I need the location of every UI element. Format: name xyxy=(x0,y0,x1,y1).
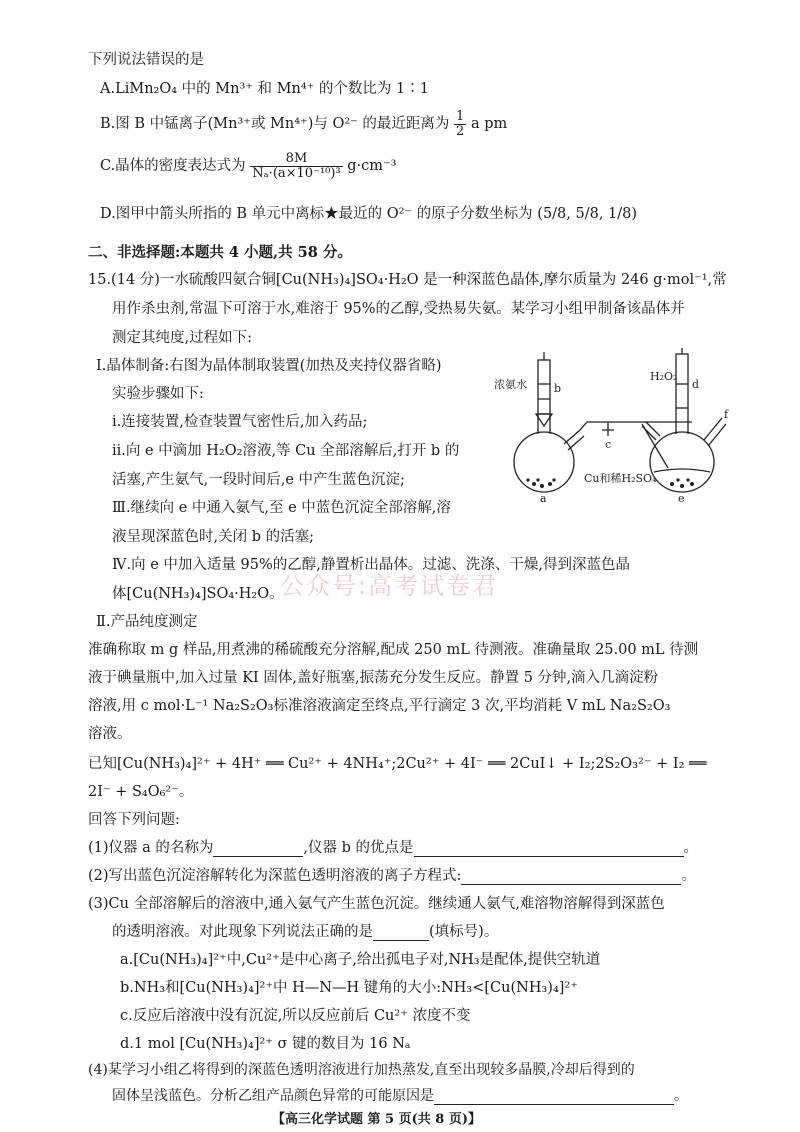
q14-option-b xyxy=(100,110,507,138)
label-ammonia: 浓氨水 xyxy=(494,378,527,391)
subq-4-line2 xyxy=(112,1088,688,1105)
flask-a-icon xyxy=(514,432,574,492)
answer-title: 回答下列问题: xyxy=(88,812,180,828)
q14-option-d-coord: (5/8, 5/8, 1/8) xyxy=(537,206,638,222)
q14-option-c-fraction: $\frac{8M}{\text{Nₐ·(a×10⁻¹⁰)³}}$ xyxy=(252,151,341,181)
step-1: ⅰ.连接装置,检查装置气密性后,加入药品; xyxy=(112,414,368,430)
label-e: e xyxy=(678,492,685,504)
subq-3-option-b: b.NH₃和[Cu(NH₃)₄]²⁺中 H—N—H 键角的大小:NH₃<[Cu(NH₃)₄]²⁺ xyxy=(120,980,578,996)
subq-4-line1: (4)某学习小组乙将得到的深蓝色透明溶液进行加热蒸发,直至出现较多晶膜,冷却后得到的 xyxy=(88,1062,635,1078)
step-4-line2: 体[Cu(NH₃)₄]SO₄·H₂O。 xyxy=(112,586,284,602)
answer-blank-2[interactable] xyxy=(461,869,681,885)
part2-line3: 溶液,用 c mol·L⁻¹ Na₂S₂O₃标准溶液滴定至终点,平行滴定 3 次,平均消耗 V mL Na₂S₂O₃ xyxy=(88,698,671,714)
page-footer: 【高三化学试题 第 5 页(共 8 页)】 xyxy=(272,1112,482,1127)
q14-prompt: 下列说法错误的是 xyxy=(88,52,204,68)
subq-3-post: (填标号)。 xyxy=(429,924,499,940)
subq-1-mid: ,仪器 b 的优点是 xyxy=(303,840,414,856)
subq-1-text: (1)仪器 a 的名称为 xyxy=(88,840,214,856)
q15-intro-line3: 测定其纯度,过程如下: xyxy=(112,330,252,346)
step-4-line1: Ⅳ.向 e 中加入适量 95%的乙醇,静置析出晶体。过滤、洗涤、干燥,得到深蓝色晶 xyxy=(112,557,630,573)
q14-option-b-unit: a pm xyxy=(470,116,508,133)
q15-intro-line1: 15.(14 分)一水硫酸四氨合铜[Cu(NH₃)₄]SO₄·H₂O 是一种深蓝色晶体,摩尔质量为 246 g·mol⁻¹,常 xyxy=(88,272,727,288)
label-cu: Cu和稀H₂SO₄ xyxy=(584,472,657,485)
subq-3-line1: (3)Cu 全部溶解后的溶液中,通入氨气产生蓝色沉淀。继续通人氨气,难溶物溶解得到深蓝色 xyxy=(88,896,665,912)
subq-1-end: 。 xyxy=(683,840,699,856)
q14-option-c-text: C.晶体的密度表达式为 xyxy=(100,158,246,175)
q14-option-d-text: D.图甲中箭头所指的 B 单元中离标★最近的 O²⁻ 的原子分数坐标为 xyxy=(100,206,533,222)
q14-option-c xyxy=(100,152,397,180)
subq-3-option-c: c.反应后溶液中没有沉淀,所以反应前后 Cu²⁺ 浓度不变 xyxy=(120,1008,471,1024)
q14-option-d xyxy=(100,206,637,223)
q14-option-a: A.LiMn₂O₄ 中的 Mn³⁺ 和 Mn⁴⁺ 的个数比为 1∶1 xyxy=(100,81,429,97)
steps-title: 实验步骤如下: xyxy=(112,386,204,402)
subq-2-end: 。 xyxy=(681,868,696,884)
answer-blank-3[interactable] xyxy=(373,925,429,941)
answer-blank-1a[interactable] xyxy=(213,841,303,857)
subq-2 xyxy=(88,868,696,885)
subq-3-line2 xyxy=(112,924,498,941)
part2-title: Ⅱ.产品纯度测定 xyxy=(96,614,198,630)
subq-3-option-a: a.[Cu(NH₃)₄]²⁺中,Cu²⁺是中心离子,给出孤电子对,NH₃是配体,提供空轨道 xyxy=(120,952,601,968)
label-b: b xyxy=(554,382,562,395)
q14-option-b-text: B.图 B 中锰离子(Mn³⁺或 Mn⁴⁺)与 O²⁻ 的最近距离为 xyxy=(100,116,450,133)
label-c: c xyxy=(605,438,612,451)
q14-option-b-fraction: $\frac{1}{2}$ xyxy=(456,109,465,139)
known-reactions-line2: 2I⁻ + S₄O₆²⁻。 xyxy=(88,784,194,800)
section-heading: 二、非选择题:本题共 4 小题,共 58 分。 xyxy=(88,244,352,261)
subq-1 xyxy=(88,840,698,857)
step-3-line1: Ⅲ.继续向 e 中通入氨气,至 e 中蓝色沉淀全部溶解,溶 xyxy=(112,500,451,516)
answer-blank-4[interactable] xyxy=(434,1089,674,1105)
part2-line2: 液于碘量瓶中,加入过量 KI 固体,盖好瓶塞,振荡充分发生反应。静置 5 分钟,滴入几滴淀粉 xyxy=(88,670,659,686)
part2-line1: 准确称取 m g 样品,用煮沸的稀硫酸充分溶解,配成 250 mL 待测液。准确量取 25.00 mL 待测 xyxy=(88,642,699,658)
known-reactions-line1: 已知[Cu(NH₃)₄]²⁺ + 4H⁺ ══ Cu²⁺ + 4NH₄⁺;2Cu²⁺ + 4I⁻ ══ 2CuI↓ + I₂;2S₂O₃²⁻ + I₂ ══ xyxy=(88,756,707,772)
subq-4-end: 。 xyxy=(674,1088,688,1104)
label-h2o2: H₂O₂ xyxy=(650,370,678,383)
q15-intro-line2: 用作杀虫剂,常温下可溶于水,难溶于 95%的乙醇,受热易失氨。某学习小组甲制备该晶体并 xyxy=(112,301,685,317)
step-2-line2: 活塞,产生氨气,一段时间后,e 中产生蓝色沉淀; xyxy=(112,472,405,488)
part1-title: Ⅰ.晶体制备:右图为晶体制取装置(加热及夹持仪器省略) xyxy=(96,358,442,374)
q14-option-c-unit: g·cm⁻³ xyxy=(347,158,397,175)
label-a: a xyxy=(540,492,547,504)
apparatus-diagram xyxy=(492,344,732,504)
watermark: 公众号:高考试卷君 xyxy=(280,572,499,600)
step-3-line2: 液呈现深蓝色时,关闭 b 的活塞; xyxy=(112,529,314,545)
part2-line4: 溶液。 xyxy=(88,726,132,742)
label-d: d xyxy=(692,378,700,391)
answer-blank-1b[interactable] xyxy=(414,841,684,857)
subq-2-text: (2)写出蓝色沉淀溶解转化为深蓝色透明溶液的离子方程式: xyxy=(88,868,462,884)
subq-4-text: 固体呈浅蓝色。分析乙组产品颜色异常的可能原因是 xyxy=(112,1088,434,1104)
subq-3-option-d: d.1 mol [Cu(NH₃)₄]²⁺ σ 键的数目为 16 Nₐ xyxy=(120,1036,411,1052)
label-f: f xyxy=(724,408,729,421)
subq-3-text: 的透明溶液。对此现象下列说法正确的是 xyxy=(112,924,373,940)
step-2-line1: ⅱ.向 e 中滴加 H₂O₂溶液,等 Cu 全部溶解后,打开 b 的 xyxy=(112,443,460,459)
